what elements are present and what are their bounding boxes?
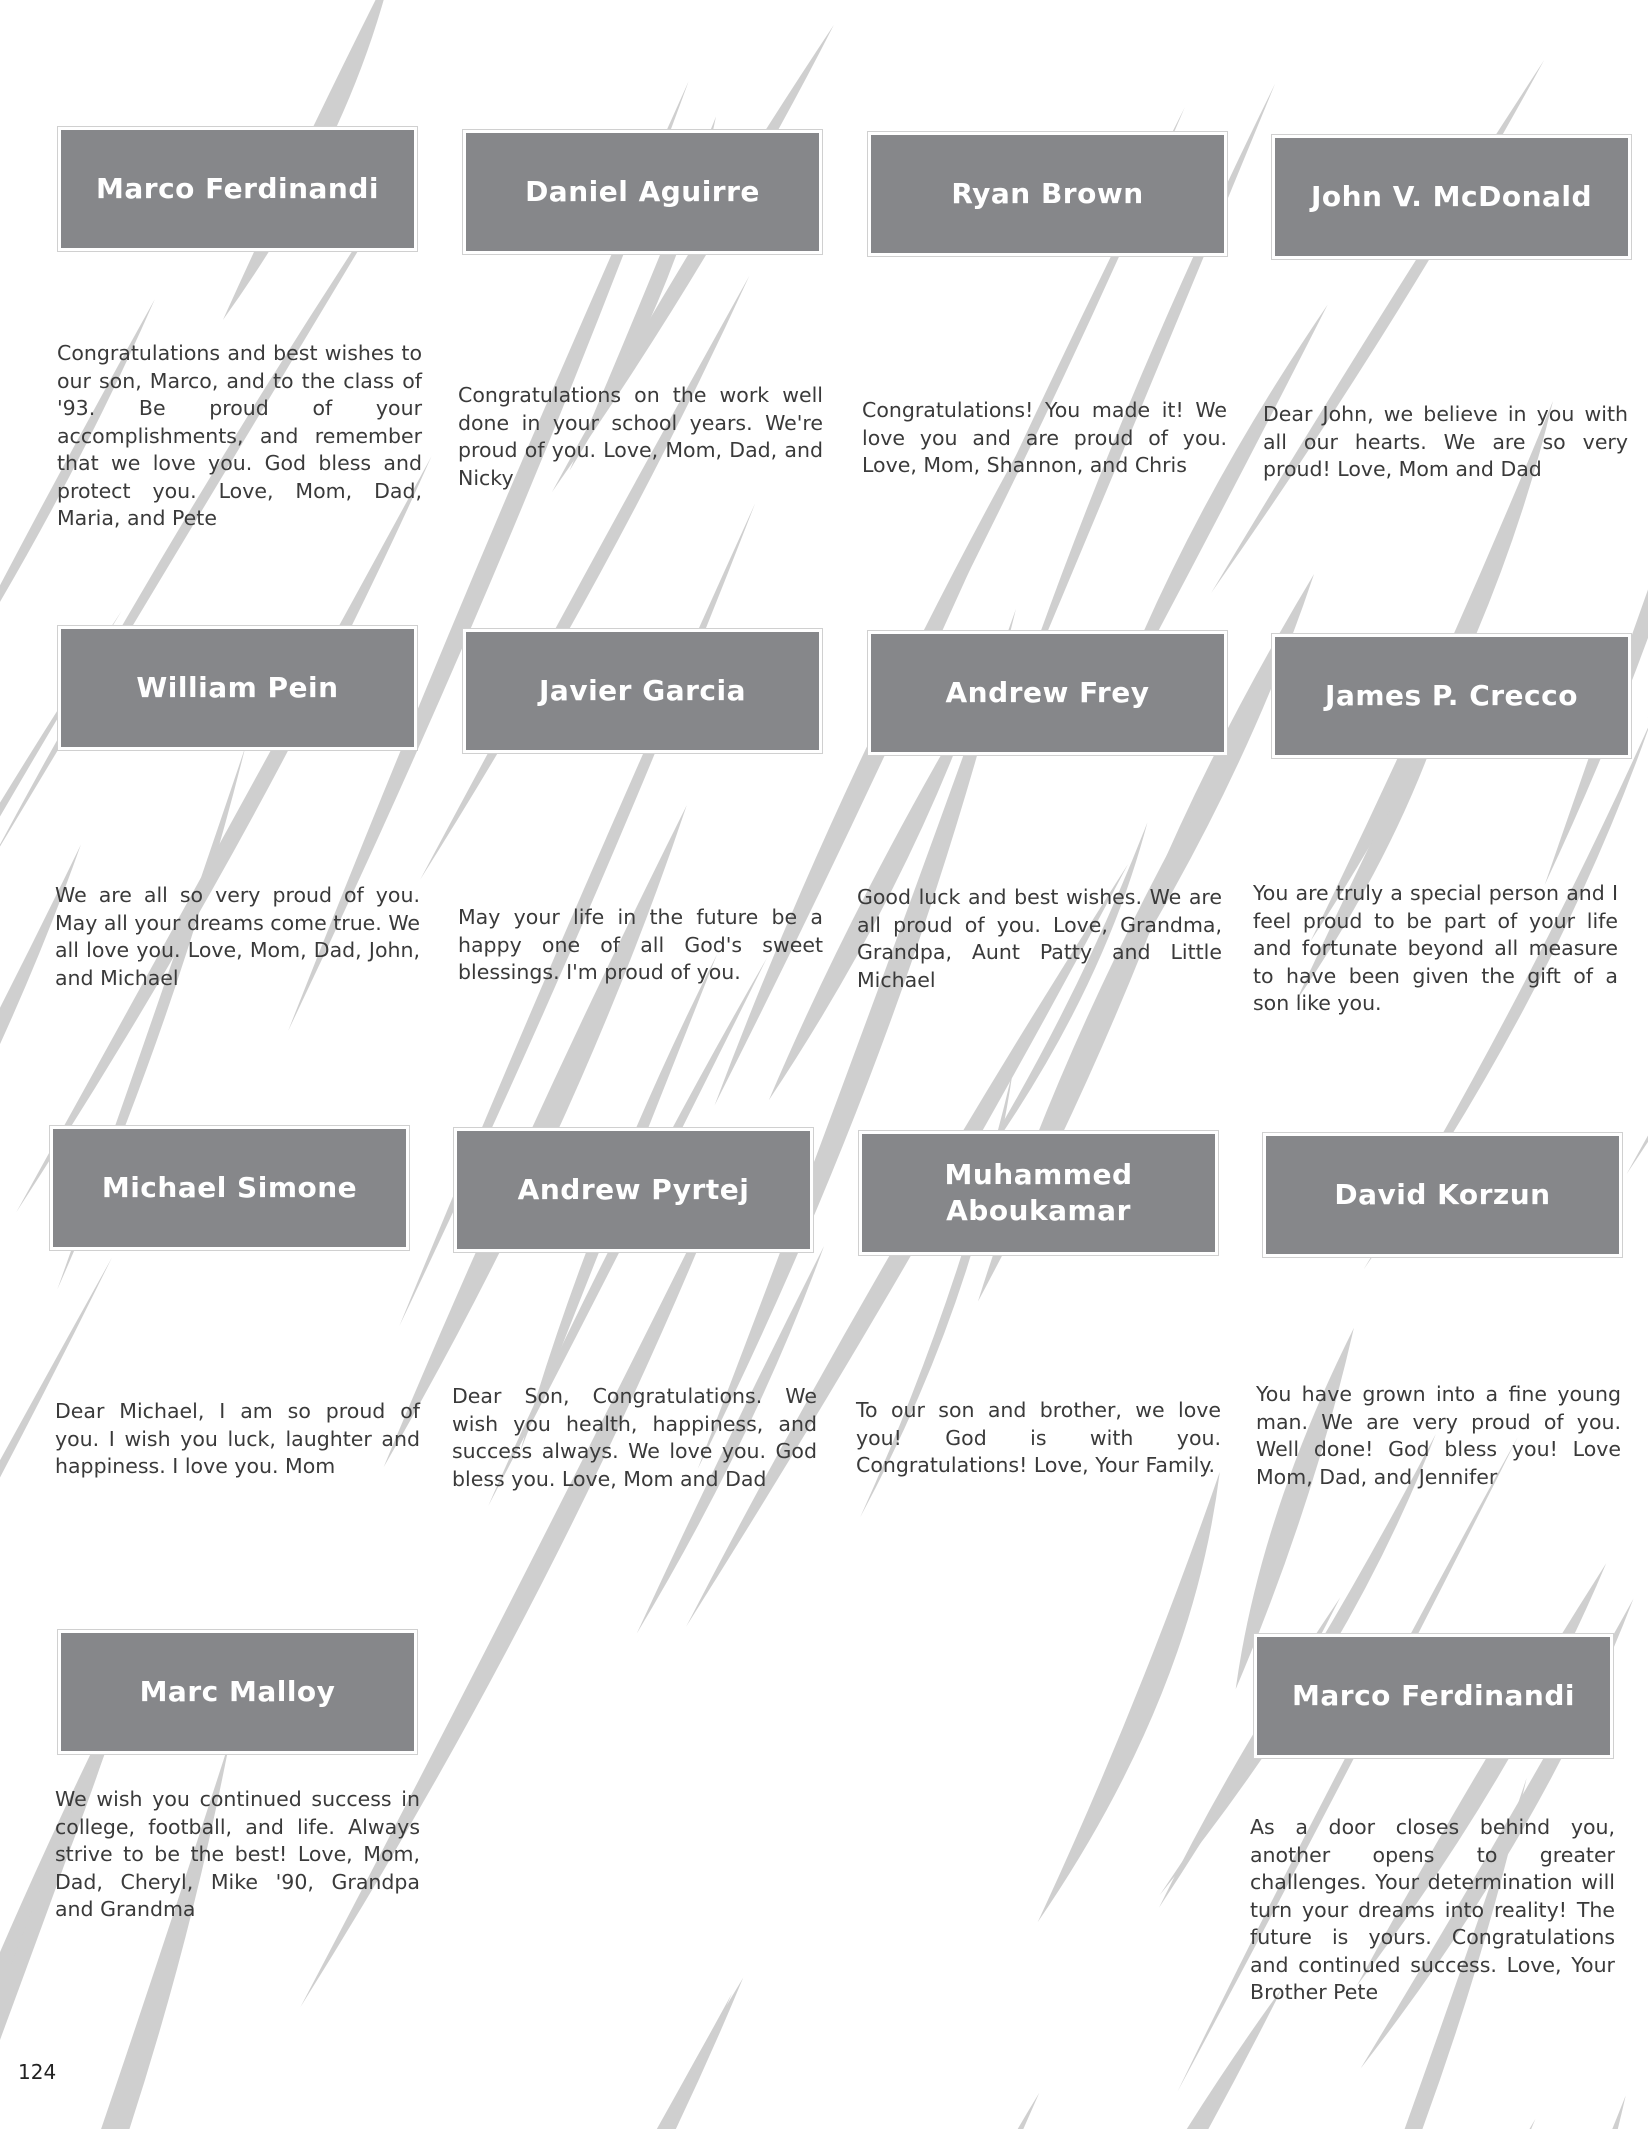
message-text: Congratulations! You made it! We love you and are proud of you. Love, Mom, Shannon, and Chris (862, 398, 1227, 477)
name-plate: Daniel Aguirre (463, 130, 822, 254)
message-text: May your life in the future be a happy one of all God's sweet blessings. I'm proud of you. (458, 905, 823, 984)
message-text: We wish you continued success in college, football, and life. Always strive to be the best! Love, Mom, Dad, Cheryl, Mike '90, Grandpa and Grandma (55, 1787, 420, 1921)
zebra-stripe (1339, 2095, 1626, 2129)
message-text: We are all so very proud of you. May all your dreams come true. We all love you. Love, Mom, Dad, John, and Michael (55, 883, 421, 990)
zebra-stripe (1246, 2119, 1536, 2129)
message-text: You have grown into a fine young man. We are very proud of you. Well done! God bless you! Love Mom, Dad, and Jennifer (1256, 1382, 1621, 1489)
zebra-stripe (1030, 1987, 1283, 2129)
name-plate: Marco Ferdinandi (1254, 1634, 1613, 1758)
name-plate: Andrew Frey (868, 631, 1227, 755)
name-plate: David Korzun (1263, 1133, 1622, 1257)
name-plate: Marc Malloy (58, 1630, 417, 1754)
name-plate: Javier Garcia (463, 629, 822, 753)
name-plate: John V. McDonald (1272, 135, 1631, 259)
message-text: Congratulations and best wishes to our son, Marco, and to the class of '93. Be proud of your accomplishments, and remember that we love you. God bless and protect you. Love, Mom, Dad, Maria, and Pete (57, 341, 422, 530)
zebra-stripe (556, 1978, 743, 2129)
message-text: Congratulations on the work well done in your school years. We're proud of you. Love, Mom, Dad, and Nicky (458, 383, 823, 490)
message-text: You are truly a special person and I feel proud to be part of your life and fortunate beyond all measure to have been given the gift of a son like you. (1253, 881, 1618, 1015)
message-text: To our son and brother, we love you! God is with you. Congratulations! Love, Your Family. (856, 1398, 1221, 1477)
name-plate: Ryan Brown (868, 132, 1227, 256)
zebra-stripe (420, 276, 749, 880)
message-text: As a door closes behind you, another opens to greater challenges. Your determination will turn your dreams into reality! The future is yours. Congratulations and continued success. Love, Your Brother Pete (1250, 1815, 1615, 2004)
name-plate: Michael Simone (50, 1126, 409, 1250)
name-plate: James P. Crecco (1272, 634, 1631, 758)
zebra-stripe (1627, 727, 1648, 1174)
zebra-stripe (895, 2093, 1039, 2129)
message-text: Dear Michael, I am so proud of you. I wish you luck, laughter and happiness. I love you. Mom (55, 1399, 420, 1478)
page-number: 124 (18, 2060, 57, 2084)
zebra-stripe (1641, 1817, 1648, 2129)
name-plate: Marco Ferdinandi (58, 127, 417, 251)
message-text: Good luck and best wishes. We are all proud of you. Love, Grandma, Grandpa, Aunt Patty and Little Michael (857, 885, 1222, 992)
name-plate: William Pein (58, 626, 417, 750)
name-plate: Muhammed Aboukamar (859, 1131, 1218, 1255)
message-text: Dear John, we believe in you with all our hearts. We are so very proud! Love, Mom and Dad (1263, 402, 1628, 481)
message-text: Dear Son, Congratulations. We wish you health, happiness, and success always. We love you. God bless you. Love, Mom and Dad (452, 1384, 817, 1491)
name-plate: Andrew Pyrtej (454, 1128, 813, 1252)
